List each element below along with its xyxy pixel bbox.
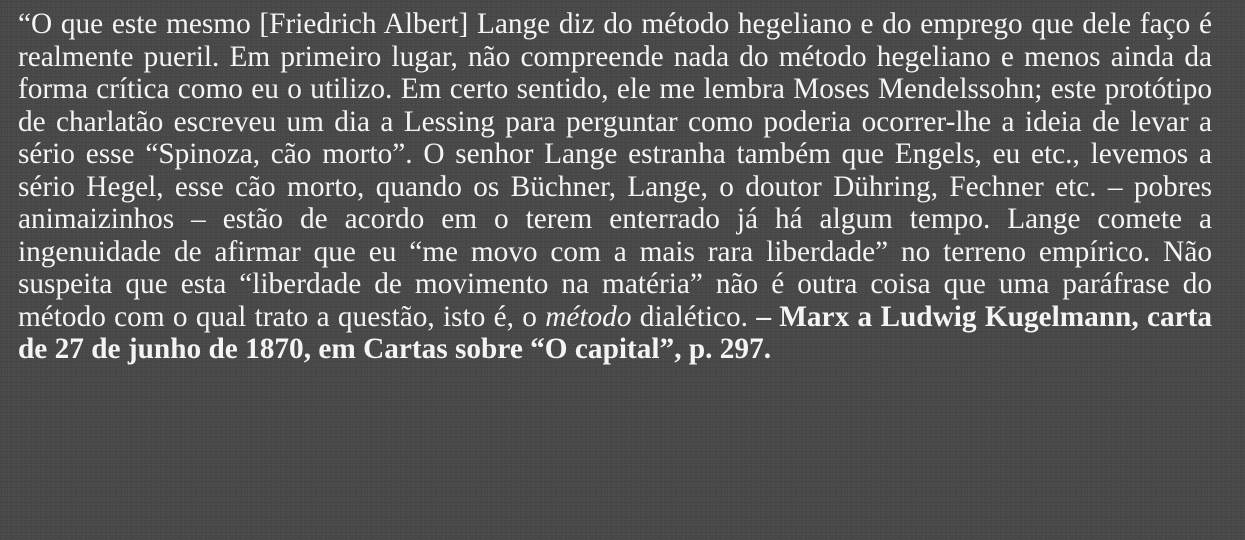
quote-emphasis: método <box>545 300 632 333</box>
quote-text-end: dialético. <box>639 300 748 333</box>
quote-paragraph <box>18 8 1212 366</box>
quote-text: “O que este mesmo [Friedrich Albert] Lange diz do método hegeliano e do emprego que dele faço é realmente pueril. Em primeiro lugar, não compreende nada do método hegeliano e menos ainda da forma crítica como eu o utilizo. Em certo sentido, ele me lembra Moses Mendelssohn; este protótipo de charlatão escreveu um dia a Lessing para perguntar como poderia ocorrer-lhe a ideia de levar a sério esse “Spinoza, cão morto”. O senhor Lange estranha também que Engels, eu etc., levemos a sério Hegel, esse cão morto, quando os Büchner, Lange, o doutor Dühring, Fechner etc. – pobres animaizinhos – estão de acordo em o terem enterrado já há algum tempo. Lange comete a ingenuidade de afirmar que eu “me movo com a mais rara liberdade” no terreno empírico. Não suspeita que esta “liberdade de movimento na matéria” não é outra coisa que uma paráfrase do método com o qual trato a questão, isto é, o <box>18 8 1212 333</box>
quote-attribution: – Marx a Ludwig Kugelmann, carta de 27 de junho de 1870, em Cartas sobre “O capital”, p. 297. <box>18 300 1213 365</box>
